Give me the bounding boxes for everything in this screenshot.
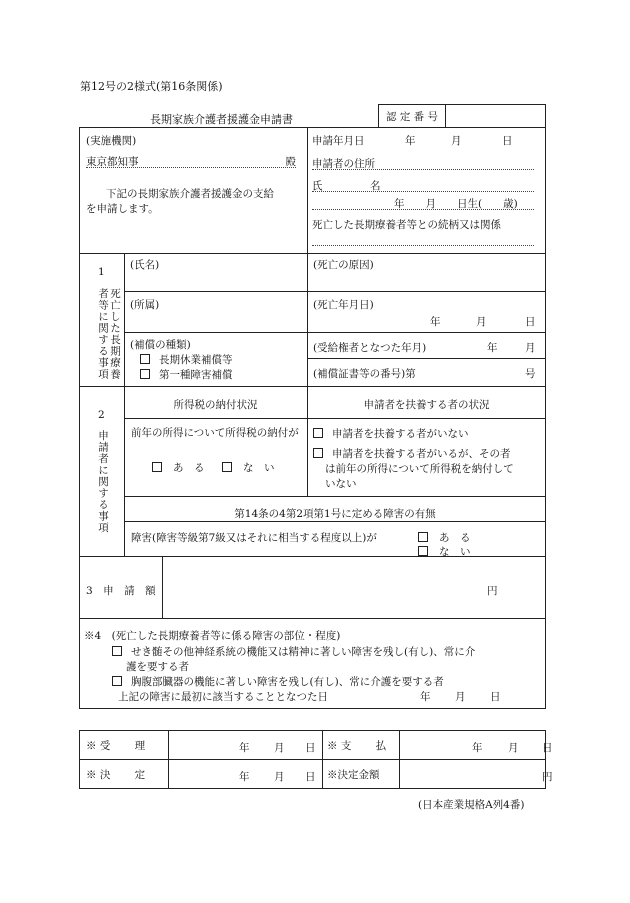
first-date-month[interactable]: 月 bbox=[455, 691, 466, 703]
sec1-left-divider bbox=[124, 253, 125, 386]
receipt-date-field[interactable]: 年 月 日 bbox=[169, 731, 323, 760]
sec1-death-date-label: (死亡年月日) bbox=[313, 299, 374, 311]
application-amount-label: 3 申 請 額 bbox=[86, 585, 156, 597]
checkbox-icon[interactable] bbox=[313, 448, 323, 458]
processing-table bbox=[79, 730, 553, 789]
cert-no-suffix: 号 bbox=[525, 368, 536, 380]
sec1-bottom-line bbox=[79, 386, 546, 387]
note-option-1-line2: 護を要する者 bbox=[126, 661, 189, 673]
support-status-header: 申請者を扶養する者の状況 bbox=[363, 399, 490, 411]
disability-header: 第14条の4第2項第1号に定める障害の有無 bbox=[234, 508, 436, 520]
sec1-row-line-1 bbox=[124, 291, 546, 292]
checkbox-icon[interactable] bbox=[418, 532, 428, 542]
comp-option-2[interactable]: 第一種障害補償 bbox=[140, 367, 233, 382]
applicant-address-field[interactable] bbox=[312, 156, 534, 170]
sec1-cert-no-label: (補償証書等の番号)第 bbox=[313, 368, 416, 380]
form-id: 第12号の2様式(第16条関係) bbox=[80, 80, 223, 93]
sec1-recipient-label: (受給権者となつた年月) bbox=[313, 342, 427, 354]
checkbox-icon[interactable] bbox=[152, 462, 162, 472]
birth-date-field[interactable] bbox=[312, 196, 534, 210]
sec2-title: 申請者に関する事項 bbox=[97, 430, 109, 534]
payment-label: ※ 支 払 bbox=[323, 731, 400, 760]
sec2-row-line bbox=[124, 496, 546, 497]
sec1-name-label: (氏名) bbox=[130, 259, 160, 271]
name-label-mei: 名 bbox=[370, 180, 381, 192]
sec1-affiliation-label: (所属) bbox=[130, 299, 160, 311]
tax-option-nai[interactable]: な い bbox=[222, 460, 275, 475]
form-title: 長期家族介護者援護金申請書 bbox=[150, 113, 293, 126]
amount-yen: 円 bbox=[487, 585, 498, 597]
sec1-row-line-3 bbox=[307, 358, 546, 359]
institution-label: (実施機関) bbox=[86, 135, 137, 147]
support-option-2[interactable]: 申請者を扶養する者がいるが、その者 bbox=[313, 446, 511, 461]
death-date-month[interactable]: 月 bbox=[476, 316, 487, 328]
recipient-month[interactable]: 月 bbox=[525, 342, 536, 354]
support-option-1[interactable]: 申請者を扶養する者がいない bbox=[313, 426, 469, 441]
header-divider bbox=[307, 127, 308, 254]
app-date-year[interactable]: 年 bbox=[405, 135, 416, 147]
footer-standard: (日本産業規格A列4番) bbox=[418, 799, 525, 811]
support-option-2-line2: は前年の所得について所得税を納付して bbox=[325, 463, 514, 475]
relation-field[interactable] bbox=[312, 233, 534, 246]
checkbox-icon[interactable] bbox=[418, 546, 428, 556]
checkbox-icon[interactable] bbox=[313, 428, 323, 438]
checkbox-icon[interactable] bbox=[222, 462, 232, 472]
support-option-2-line3: いない bbox=[325, 478, 357, 490]
cert-number-field[interactable] bbox=[446, 105, 546, 128]
sec2-number: 2 bbox=[98, 409, 105, 421]
relation-label: 死亡した長期療養者等との続柄又は関係 bbox=[312, 219, 501, 231]
note-first-date-label: 上記の障害に最初に該当することとなつた日 bbox=[118, 691, 328, 703]
sec1-title: 死亡した長期療養者等に関する事項 bbox=[97, 288, 121, 380]
decision-date-field[interactable]: 年 月 日 bbox=[169, 760, 323, 789]
cert-number-label: 認 定 番 号 bbox=[379, 105, 446, 128]
first-date-day[interactable]: 日 bbox=[490, 691, 501, 703]
note-option-1[interactable]: せき髄その他神経系統の機能又は精神に著しい障害を残し(有し)、常に介 bbox=[112, 644, 475, 659]
governor-line bbox=[86, 154, 296, 168]
decision-label: ※ 決 定 bbox=[80, 760, 169, 789]
receipt-label: ※ 受 理 bbox=[80, 731, 169, 760]
app-date-day[interactable]: 日 bbox=[502, 135, 513, 147]
checkbox-icon[interactable] bbox=[140, 369, 150, 379]
sec2-header-line bbox=[124, 418, 546, 419]
decided-amount-field[interactable]: 円 bbox=[400, 760, 546, 789]
sec1-number: 1 bbox=[98, 266, 105, 278]
note-option-2[interactable]: 胸腹部臓器の機能に著しい障害を残し(有し)、常に介護を要する者 bbox=[112, 674, 444, 689]
application-amount-field[interactable] bbox=[163, 557, 533, 618]
header-bottom-line bbox=[79, 253, 546, 254]
application-date-label: 申請年月日 bbox=[312, 135, 365, 147]
cert-number-box bbox=[378, 104, 546, 128]
sec1-cause-label: (死亡の原因) bbox=[313, 259, 374, 271]
checkbox-icon[interactable] bbox=[140, 354, 150, 364]
sec2-dis-header-line bbox=[124, 521, 546, 522]
sec1-comp-type-label: (補償の種類) bbox=[130, 339, 191, 351]
decided-amount-label: ※決定金額 bbox=[323, 760, 400, 789]
tax-status-header: 所得税の納付状況 bbox=[173, 399, 258, 411]
request-text-2: を申請します。 bbox=[86, 203, 159, 215]
payment-date-field[interactable]: 年 月 日 bbox=[400, 731, 546, 760]
tax-question: 前年の所得について所得税の納付が bbox=[131, 427, 299, 439]
disability-question: 障害(障害等級第7級又はそれに相当する程度以上)が bbox=[131, 532, 377, 544]
checkbox-icon[interactable] bbox=[112, 646, 122, 656]
disability-option-nai[interactable]: な い bbox=[418, 544, 471, 559]
dono-label: 殿 bbox=[285, 156, 296, 168]
note-title: ※4 (死亡した長期療養者等に係る障害の部位・程度) bbox=[84, 630, 341, 642]
sec1-row-line-2 bbox=[124, 332, 546, 333]
comp-option-1[interactable]: 長期休業補償等 bbox=[140, 352, 233, 367]
governor-name: 東京都知事 bbox=[86, 156, 139, 168]
address-label: 申請者の住所 bbox=[312, 158, 375, 170]
checkbox-icon[interactable] bbox=[112, 676, 122, 686]
birth-date-text: 年 月 日生( 歳) bbox=[394, 198, 518, 210]
applicant-name-field[interactable] bbox=[312, 178, 534, 192]
tax-option-aru[interactable]: あ る bbox=[152, 460, 205, 475]
app-date-month[interactable]: 月 bbox=[451, 135, 462, 147]
name-label-shi: 氏 bbox=[312, 180, 323, 192]
sec1-mid-divider bbox=[307, 253, 308, 386]
disability-option-aru[interactable]: あ る bbox=[418, 530, 471, 545]
request-text-1: 下記の長期家族介護者援護金の支給 bbox=[106, 188, 274, 200]
recipient-year[interactable]: 年 bbox=[487, 342, 498, 354]
death-date-year[interactable]: 年 bbox=[430, 316, 441, 328]
death-date-day[interactable]: 日 bbox=[525, 316, 536, 328]
first-date-year[interactable]: 年 bbox=[420, 691, 431, 703]
